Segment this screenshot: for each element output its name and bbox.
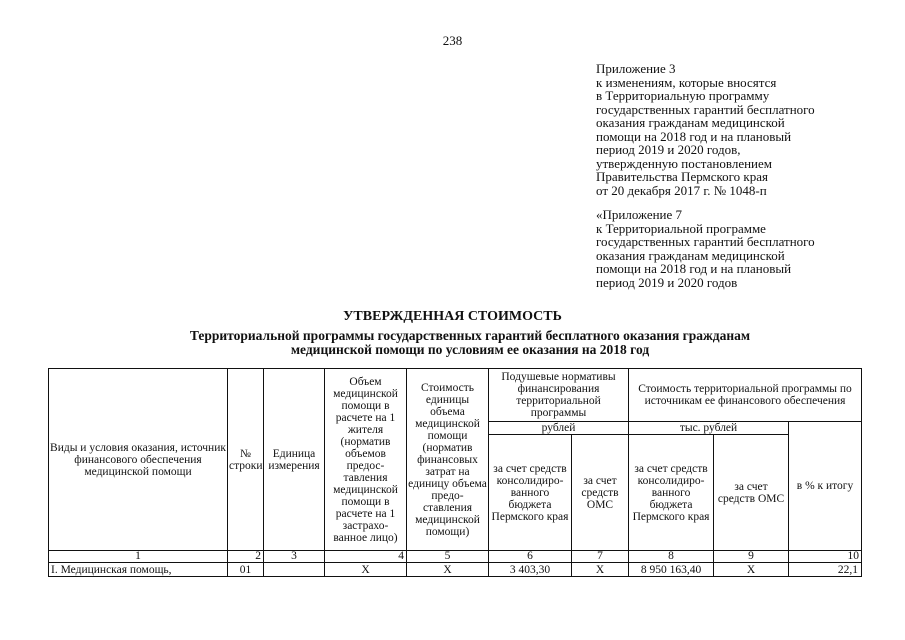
appendix-3-line: государственных гарантий бесплатного [596, 101, 815, 117]
appendix-3-line: в Территориальную программу [596, 88, 770, 103]
document-subtitle: Территориальной программы государственных гарантий бесплатного оказания гражданам медицинской помощи по условиям ее оказания на 2018 год [189, 328, 751, 357]
header-percent-total: в % к итогу [789, 422, 862, 551]
header-types: Виды и условия оказания, источник финансового обеспечения медицинской помощи [49, 369, 228, 551]
header-unit-cost: Стоимость единицы объема медицинской помощи (норматив финансовых затрат на единицу объема предо-ставления медицинской помощи) [407, 369, 489, 551]
appendix-7-line: период 2019 и 2020 годов [596, 274, 738, 290]
column-number: 3 [264, 551, 325, 563]
header-per-capita-group: Подушевые нормативы финансирования территориальной программы [489, 369, 629, 422]
column-number: 2 [228, 551, 264, 563]
column-number: 5 [407, 551, 489, 563]
row-percent: 22,1 [789, 563, 862, 577]
document-title: УТВЕРЖДЕННАЯ СТОИМОСТЬ [343, 309, 562, 324]
column-number: 9 [714, 551, 789, 563]
appendix-3-line: оказания гражданам медицинской [596, 115, 785, 130]
cost-table [48, 368, 862, 577]
header-budget-per-capita: за счет средств консолидиро-ванного бюджета Пермского края [489, 435, 572, 551]
appendix-3-block [596, 62, 901, 197]
column-number: 4 [325, 551, 407, 563]
column-number: 10 [789, 551, 862, 563]
header-row-number: № строки [228, 369, 264, 551]
row-budget-per-capita: 3 403,30 [489, 563, 572, 577]
appendix-3-line: период 2019 и 2020 годов, [596, 142, 741, 157]
appendix-3-line: помощи на 2018 год и на плановый [596, 128, 792, 144]
header-budget-total: за счет средств консолидиро-ванного бюджета Пермского края [629, 435, 714, 551]
appendix-3-line: Приложение 3 [596, 61, 676, 76]
table-row [49, 563, 862, 577]
row-label: I. Медицинская помощь, [49, 563, 228, 577]
row-volume: Х [325, 563, 407, 577]
header-thousand-rubles: тыс. рублей [629, 422, 789, 435]
appendix-3-line: от 20 декабря 2017 г. № 1048-п [596, 182, 767, 198]
row-number: 01 [228, 563, 264, 577]
appendix-7-block [596, 208, 901, 289]
header-unit: Единица измерения [264, 369, 325, 551]
appendix-7-line: помощи на 2018 год и на плановый [596, 261, 792, 276]
header-oms-total: за счет средств ОМС [714, 435, 789, 551]
page-number: 238 [442, 33, 463, 48]
column-number: 1 [49, 551, 228, 563]
row-oms-total: Х [714, 563, 789, 577]
header-volume: Объем медицинской помощи в расчете на 1 жителя (норматив объемов предос-тавления медицинской помощи в расчете на 1 застрахо-ванное лицо) [325, 369, 407, 551]
header-rubles: рублей [489, 422, 629, 435]
row-unit-cost: Х [407, 563, 489, 577]
appendix-7-line: «Приложение 7 [596, 207, 683, 222]
column-number: 8 [629, 551, 714, 563]
row-budget-total: 8 950 163,40 [629, 563, 714, 577]
appendix-7-line: оказания гражданам медицинской [596, 247, 785, 263]
appendix-7-line: к Территориальной программе [596, 220, 766, 236]
appendix-7-line: государственных гарантий бесплатного [596, 234, 815, 249]
header-total-cost-group: Стоимость территориальной программы по источникам ее финансового обеспечения [629, 369, 862, 422]
appendix-3-line: Правительства Пермского края [596, 169, 768, 184]
column-number: 6 [489, 551, 572, 563]
row-unit [264, 563, 325, 577]
column-number-row [49, 551, 862, 563]
appendix-3-line: утвержденную постановлением [596, 155, 773, 171]
header-oms-per-capita: за счет средств ОМС [572, 435, 629, 551]
column-number: 7 [572, 551, 629, 563]
row-oms-per-capita: Х [572, 563, 629, 577]
appendix-3-line: к изменениям, которые вносятся [596, 74, 777, 90]
